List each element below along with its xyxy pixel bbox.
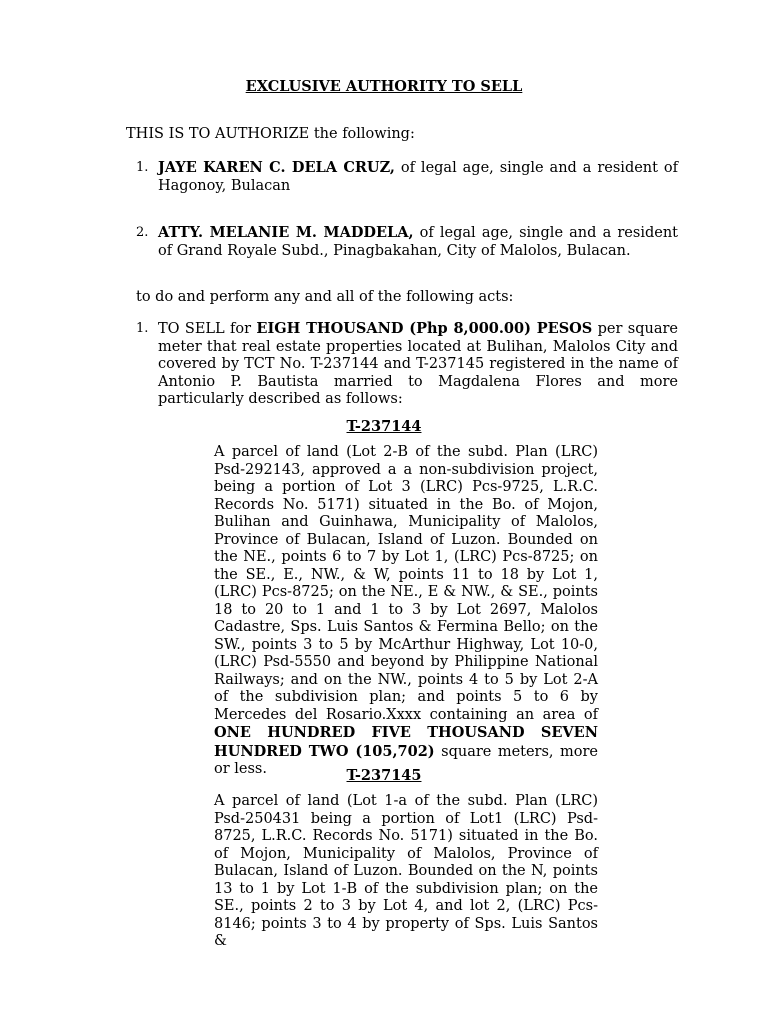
act-text-after: per square meter that real estate properties located at Bulihan, Malolos City and covered by TCT No. T-237144 and T-237145 registered in the name of Antonio P. Bautista married to Magdalena Flores and more particularly described as follows: — [158, 321, 678, 407]
party-item-1 — [136, 159, 678, 195]
party-body — [158, 224, 678, 260]
document-title: EXCLUSIVE AUTHORITY TO SELL — [245, 78, 523, 95]
party-name: JAYE KAREN C. DELA CRUZ, — [158, 159, 395, 176]
tct-heading-2: T-237145 — [346, 767, 422, 784]
property-area: ONE HUNDRED FIVE THOUSAND SEVEN HUNDRED TWO (105,702) — [214, 724, 598, 760]
property-description-2 — [214, 793, 598, 951]
party-number: 1. — [136, 160, 149, 175]
property-description-1 — [214, 444, 598, 779]
party-number: 2. — [136, 225, 149, 240]
party-item-2 — [136, 224, 678, 260]
property-description-text: A parcel of land (Lot 1-a of the subd. Plan (LRC) Psd-250431 being a portion of Lot1 (LRC) Psd-8725, L.R.C. Records No. 5171) situated in the Bo. of Mojon, Municipality of Malolos, Province of Bulacan, Island of Luzon. Bounded on the N, points 13 to 1 by Lot 1-B of the subdivision plan; on the SE., points 2 to 3 by Lot 4, and lot 2, (LRC) Pcs-8146; points 3 to 4 by property of Sps. Luis Santos & — [214, 793, 598, 949]
acts-lead-text: to do and perform any and all of the following acts: — [136, 289, 514, 305]
act-number: 1. — [136, 321, 149, 336]
party-details: of legal age, single and a resident of Hagonoy, Bulacan — [158, 160, 679, 194]
party-body — [158, 159, 678, 195]
party-details: of legal age, single and a resident of Grand Royale Subd., Pinagbakahan, City of Malolos, Bulacan. — [158, 225, 678, 259]
intro-text: THIS IS TO AUTHORIZE the following: — [126, 126, 415, 142]
act-text-before: TO SELL for — [158, 321, 257, 337]
tct-heading-1: T-237144 — [346, 418, 422, 435]
property-description-text: A parcel of land (Lot 2-B of the subd. Plan (LRC) Psd-292143, approved a a non-subdivision project, being a portion of Lot 3 (LRC) Pcs-9725, L.R.C. Records No. 5171) situated in the Bo. of Mojon, Bulihan and Guinhawa, Municipality of Malolos, Province of Bulacan, Island of Luzon. Bounded on the NE., points 6 to 7 by Lot 1, (LRC) Pcs-8725; on the SE., E., NW., & W, points 11 to 18 by Lot 1, (LRC) Pcs-8725; on the NE., E & NW., & SE., points 18 to 20 to 1 and 1 to 3 by Lot 2697, Malolos Cadastre, Sps. Luis Santos & Fermina Bello; on the SW., points 3 to 5 by McArthur Highway, Lot 10-0, (LRC) Psd-5550 and beyond by Philippine National Railways; and on the NW., points 4 to 5 by Lot 2-A of the subdivision plan; and points 5 to 6 by Mercedes del Rosario.Xxxx containing an area of — [214, 444, 598, 723]
act-body — [158, 320, 678, 409]
act-price: EIGH THOUSAND (Php 8,000.00) PESOS — [256, 320, 593, 337]
property-area-suffix: square meters, more or less. — [214, 743, 598, 777]
act-item-1 — [136, 320, 678, 409]
party-name: ATTY. MELANIE M. MADDELA, — [158, 224, 414, 241]
